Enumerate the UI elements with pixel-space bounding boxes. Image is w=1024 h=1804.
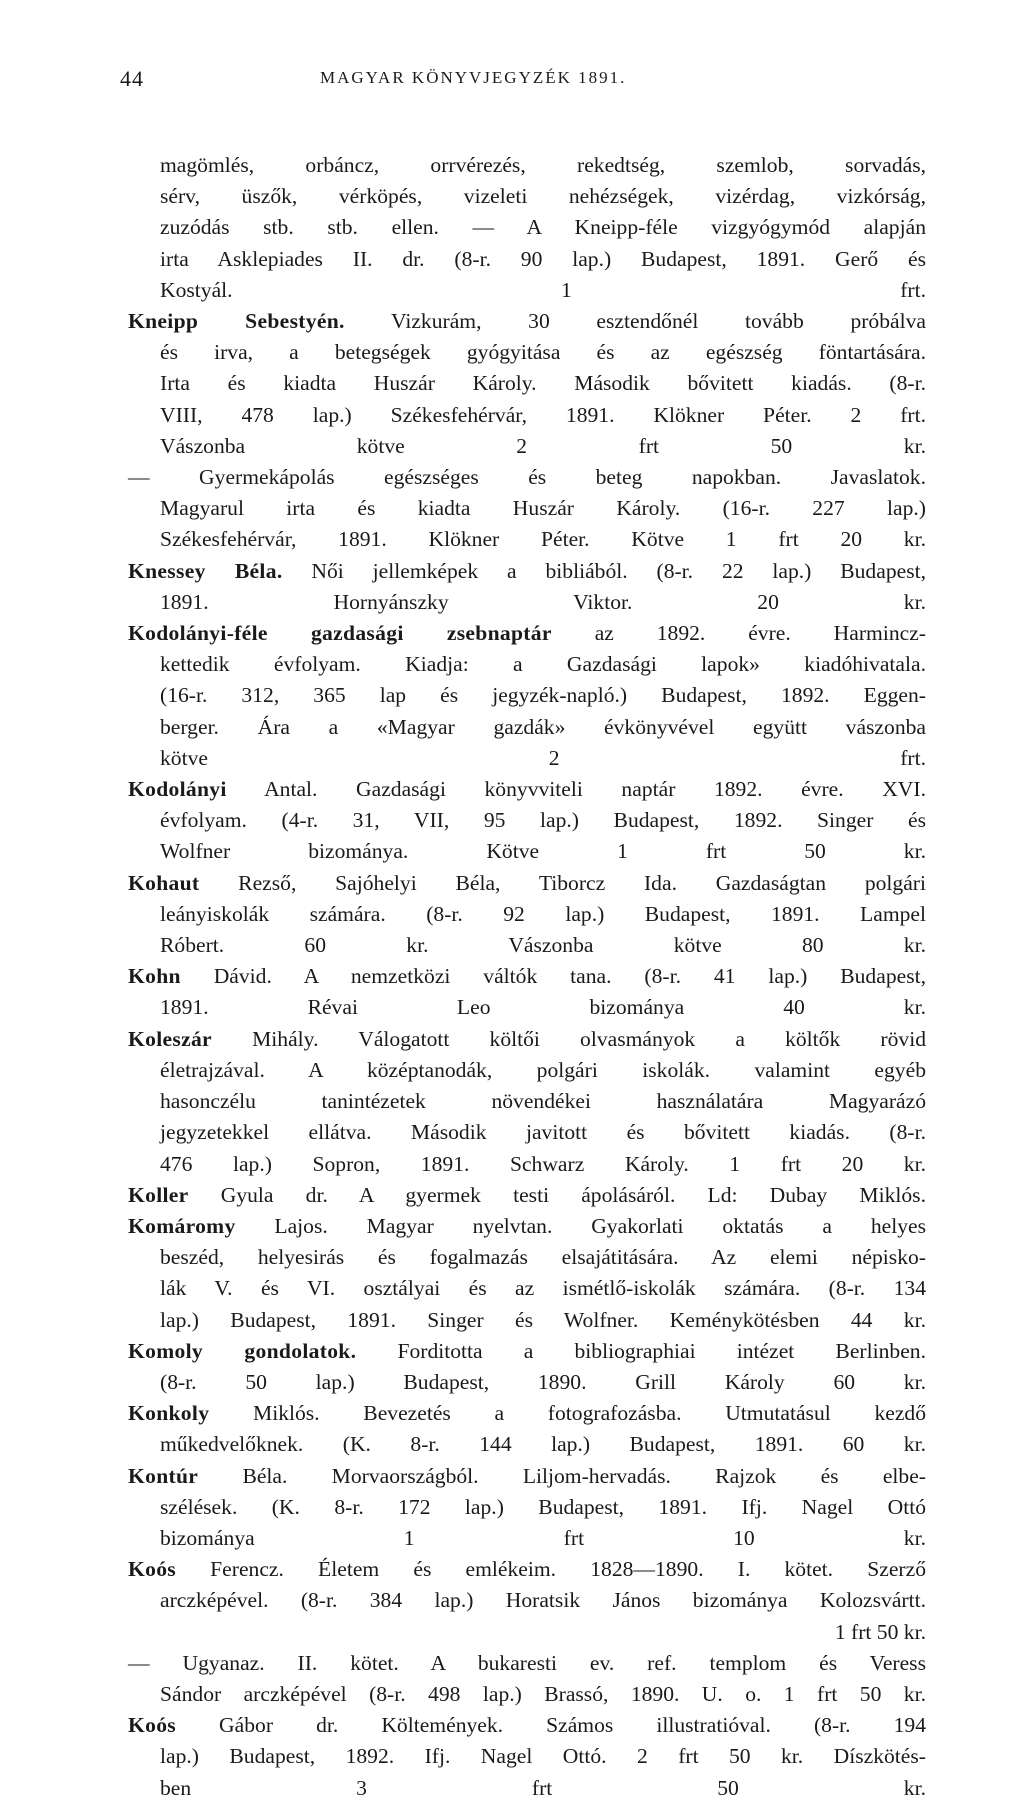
- bibliography-entry: [128, 462, 926, 556]
- entry-text: Lajos. Magyar nyelvtan. Gyakorlati oktatás a helyes: [235, 1213, 926, 1238]
- entry-line: [128, 1429, 926, 1460]
- entry-line: [128, 930, 926, 961]
- entry-text: évfolyam. (4-r. 31, VII, 95 lap.) Budapest, 1892. Singer és: [160, 808, 926, 833]
- entry-text: Rezső, Sajóhelyi Béla, Tiborcz Ida. Gazdaságtan polgári: [199, 870, 926, 895]
- entry-line: [128, 618, 926, 649]
- entry-text: — Ugyanaz. II. kötet. A bukaresti ev. ref. templom és Veress: [128, 1650, 926, 1675]
- entry-line: [128, 961, 926, 992]
- entry-author: Komoly gondolatok.: [128, 1338, 357, 1363]
- entry-author: Koleszár: [128, 1026, 212, 1051]
- entry-line: [128, 1585, 926, 1616]
- entry-text: Wolfner bizománya. Kötve 1 frt 50 kr.: [160, 839, 926, 864]
- entry-text: berger. Ára a «Magyar gazdák» évkönyvével együtt vászonba: [160, 714, 926, 739]
- entry-author: Kodolányi: [128, 777, 227, 802]
- entry-author: Kohn: [128, 964, 181, 989]
- bibliography-entry: [128, 1211, 926, 1336]
- bibliography-entry: [128, 1336, 926, 1398]
- entry-line: [128, 1086, 926, 1117]
- page-number: 44: [120, 66, 144, 91]
- entry-line: [128, 400, 926, 431]
- entry-line: [128, 743, 926, 774]
- entry-author: Konkoly: [128, 1401, 210, 1426]
- entry-line: [128, 680, 926, 711]
- entry-author: Komáromy: [128, 1213, 236, 1238]
- entry-text: műkedvelőknek. (K. 8-r. 144 lap.) Budapest, 1891. 60 kr.: [160, 1432, 926, 1457]
- entry-line: [128, 1492, 926, 1523]
- entry-line: [128, 1024, 926, 1055]
- entry-line: [128, 712, 926, 743]
- entry-text: Gábor dr. Költemények. Számos illustratióval. (8-r. 194: [176, 1713, 926, 1738]
- bibliography-entry: [128, 618, 926, 774]
- entry-line: [128, 1242, 926, 1273]
- entry-line: [128, 805, 926, 836]
- entry-line: [128, 1710, 926, 1741]
- entry-line: [128, 899, 926, 930]
- entry-text: Antal. Gazdasági könyvviteli naptár 1892. évre. XVI.: [226, 777, 926, 802]
- entry-text: zuzódás stb. stb. ellen. — A Kneipp-féle vizgyógymód alapján: [160, 215, 926, 240]
- entry-text: lák V. és VI. osztályai és az ismétlő-iskolák számára. (8-r. 134: [160, 1276, 926, 1301]
- bibliography-text: [128, 150, 926, 1804]
- entry-text: Irta és kiadta Huszár Károly. Második bővitett kiadás. (8-r.: [160, 371, 926, 396]
- entry-author: Koós: [128, 1557, 176, 1582]
- entry-text: lap.) Budapest, 1891. Singer és Wolfner. Keménykötésben 44 kr.: [160, 1307, 926, 1332]
- bibliography-entry: [128, 1648, 926, 1710]
- entry-text: irta Asklepiades II. dr. (8-r. 90 lap.) Budapest, 1891. Gerő és: [160, 246, 926, 271]
- entry-text: Magyarul irta és kiadta Huszár Károly. (16-r. 227 lap.): [160, 496, 926, 521]
- entry-text: Gyula dr. A gyermek testi ápolásáról. Ld: Dubay Miklós.: [188, 1182, 926, 1207]
- entry-line: [128, 1617, 926, 1648]
- entry-line: [128, 1741, 926, 1772]
- bibliography-entry: [128, 1024, 926, 1180]
- bibliography-entry: [128, 774, 926, 868]
- entry-text: beszéd, helyesirás és fogalmazás elsajátitására. Az elemi népisko-: [160, 1245, 926, 1270]
- entry-line: [128, 868, 926, 899]
- entry-line: [128, 1211, 926, 1242]
- entry-text: Sándor arczképével (8-r. 498 lap.) Brassó, 1890. U. o. 1 frt 50 kr.: [160, 1681, 926, 1706]
- entry-author: Kohaut: [128, 870, 200, 895]
- entry-author: Kodolányi-féle gazdasági zsebnaptár: [128, 621, 552, 646]
- bibliography-entry: [128, 1461, 926, 1555]
- bibliography-entry: [128, 1398, 926, 1460]
- entry-text: és irva, a betegségek gyógyitása és az egészség föntartására.: [160, 340, 926, 365]
- entry-line: [128, 556, 926, 587]
- entry-author: Kneipp Sebestyén.: [128, 309, 345, 334]
- entry-text: ben 3 frt 50 kr.: [160, 1775, 926, 1800]
- entry-line: [128, 1554, 926, 1585]
- entry-line: [128, 368, 926, 399]
- entry-text: (8-r. 50 lap.) Budapest, 1890. Grill Károly 60 kr.: [160, 1369, 926, 1394]
- entry-line: [128, 836, 926, 867]
- entry-text: (16-r. 312, 365 lap és jegyzék-napló.) Budapest, 1892. Eggen-: [160, 683, 926, 708]
- entry-line: [128, 1273, 926, 1304]
- entry-line: [128, 244, 926, 275]
- entry-line: [128, 275, 926, 306]
- entry-line: [128, 774, 926, 805]
- entry-text: Kostyál. 1 frt.: [160, 277, 926, 302]
- entry-text: Székesfehérvár, 1891. Klökner Péter. Kötve 1 frt 20 kr.: [160, 527, 926, 552]
- entry-line: [128, 1180, 926, 1211]
- entry-line: [128, 992, 926, 1023]
- bibliography-entry: [128, 150, 926, 306]
- entry-line: [128, 150, 926, 181]
- entry-line: [128, 1648, 926, 1679]
- entry-text: bizománya 1 frt 10 kr.: [160, 1525, 926, 1550]
- bibliography-entry: [128, 556, 926, 618]
- entry-line: [128, 181, 926, 212]
- entry-line: [128, 1398, 926, 1429]
- entry-text: arczképével. (8-r. 384 lap.) Horatsik János bizománya Kolozsvártt.: [160, 1588, 926, 1613]
- entry-line: [128, 1461, 926, 1492]
- entry-text: Béla. Morvaországból. Liljom-hervadás. Rajzok és elbe-: [198, 1463, 926, 1488]
- entry-line: [128, 649, 926, 680]
- entry-text: kettedik évfolyam. Kiadja: a Gazdasági lapok» kiadóhivatala.: [160, 652, 926, 677]
- entry-text: Róbert. 60 kr. Vászonba kötve 80 kr.: [160, 933, 926, 958]
- entry-text: 476 lap.) Sopron, 1891. Schwarz Károly. 1 frt 20 kr.: [160, 1151, 926, 1176]
- entry-line: [128, 1336, 926, 1367]
- entry-text: magömlés, orbáncz, orrvérezés, rekedtség, szemlob, sorvadás,: [160, 153, 926, 177]
- entry-text: az 1892. évre. Harmincz-: [551, 621, 926, 646]
- entry-text: VIII, 478 lap.) Székesfehérvár, 1891. Klökner Péter. 2 frt.: [160, 402, 926, 427]
- bibliography-entry: [128, 868, 926, 962]
- entry-line: [128, 524, 926, 555]
- bibliography-entry: [128, 1180, 926, 1211]
- bibliography-entry: [128, 1710, 926, 1804]
- entry-author: Koós: [128, 1713, 176, 1738]
- entry-text: Női jellemképek a bibliából. (8-r. 22 lap.) Budapest,: [282, 558, 926, 583]
- entry-line: [128, 1117, 926, 1148]
- entry-text: lap.) Budapest, 1892. Ifj. Nagel Ottó. 2 frt 50 kr. Díszkötés-: [160, 1744, 926, 1769]
- entry-text: 1891. Révai Leo bizománya 40 kr.: [160, 995, 926, 1020]
- entry-line: [128, 1055, 926, 1086]
- entry-text: jegyzetekkel ellátva. Második javitott és bővitett kiadás. (8-r.: [160, 1120, 926, 1145]
- entry-line: [128, 1523, 926, 1554]
- entry-line: [128, 1305, 926, 1336]
- entry-author: Koller: [128, 1182, 189, 1207]
- entry-author: Knessey Béla.: [128, 558, 283, 583]
- entry-text: Forditotta a bibliographiai intézet Berlinben.: [356, 1338, 926, 1363]
- running-head: [120, 66, 910, 96]
- entry-line: [128, 462, 926, 493]
- entry-line: [128, 493, 926, 524]
- entry-line: [128, 306, 926, 337]
- entry-text: — Gyermekápolás egészséges és beteg napokban. Javaslatok.: [128, 465, 926, 490]
- entry-text: életrajzával. A középtanodák, polgári iskolák. valamint egyéb: [160, 1057, 926, 1082]
- entry-text: Vászonba kötve 2 frt 50 kr.: [160, 433, 926, 458]
- entry-text: Dávid. A nemzetközi váltók tana. (8-r. 41 lap.) Budapest,: [180, 964, 926, 989]
- entry-text: sérv, üszők, vérköpés, vizeleti nehézségek, vizérdag, vizkórság,: [160, 184, 926, 209]
- entry-text: 1891. Hornyánszky Viktor. 20 kr.: [160, 589, 926, 614]
- entry-line: [128, 212, 926, 243]
- entry-line: [128, 587, 926, 618]
- entry-line: [128, 1149, 926, 1180]
- entry-line: [128, 337, 926, 368]
- entry-author: Kontúr: [128, 1463, 199, 1488]
- entry-line: [128, 431, 926, 462]
- entry-text: leányiskolák számára. (8-r. 92 lap.) Budapest, 1891. Lampel: [160, 901, 926, 926]
- entry-text: kötve 2 frt.: [160, 745, 926, 770]
- running-title: MAGYAR KÖNYVJEGYZÉK 1891.: [320, 68, 627, 87]
- entry-line: [128, 1773, 926, 1804]
- entry-text: Miklós. Bevezetés a fotografozásba. Utmutatásul kezdő: [209, 1401, 926, 1426]
- entry-line: [128, 1679, 926, 1710]
- entry-text: Vizkurám, 30 esztendőnél tovább próbálva: [344, 309, 926, 334]
- bibliography-entry: [128, 306, 926, 462]
- entry-text: 1 frt 50 kr.: [834, 1619, 926, 1644]
- entry-text: szélések. (K. 8-r. 172 lap.) Budapest, 1891. Ifj. Nagel Ottó: [160, 1494, 926, 1519]
- entry-text: Mihály. Válogatott költői olvasmányok a költők rövid: [211, 1026, 926, 1051]
- bibliography-entry: [128, 1554, 926, 1648]
- entry-line: [128, 1367, 926, 1398]
- bibliography-entry: [128, 961, 926, 1023]
- entry-text: Ferencz. Életem és emlékeim. 1828—1890. I. kötet. Szerző: [176, 1557, 926, 1582]
- entry-text: hasonczélu tanintézetek növendékei használatára Magyarázó: [160, 1089, 926, 1114]
